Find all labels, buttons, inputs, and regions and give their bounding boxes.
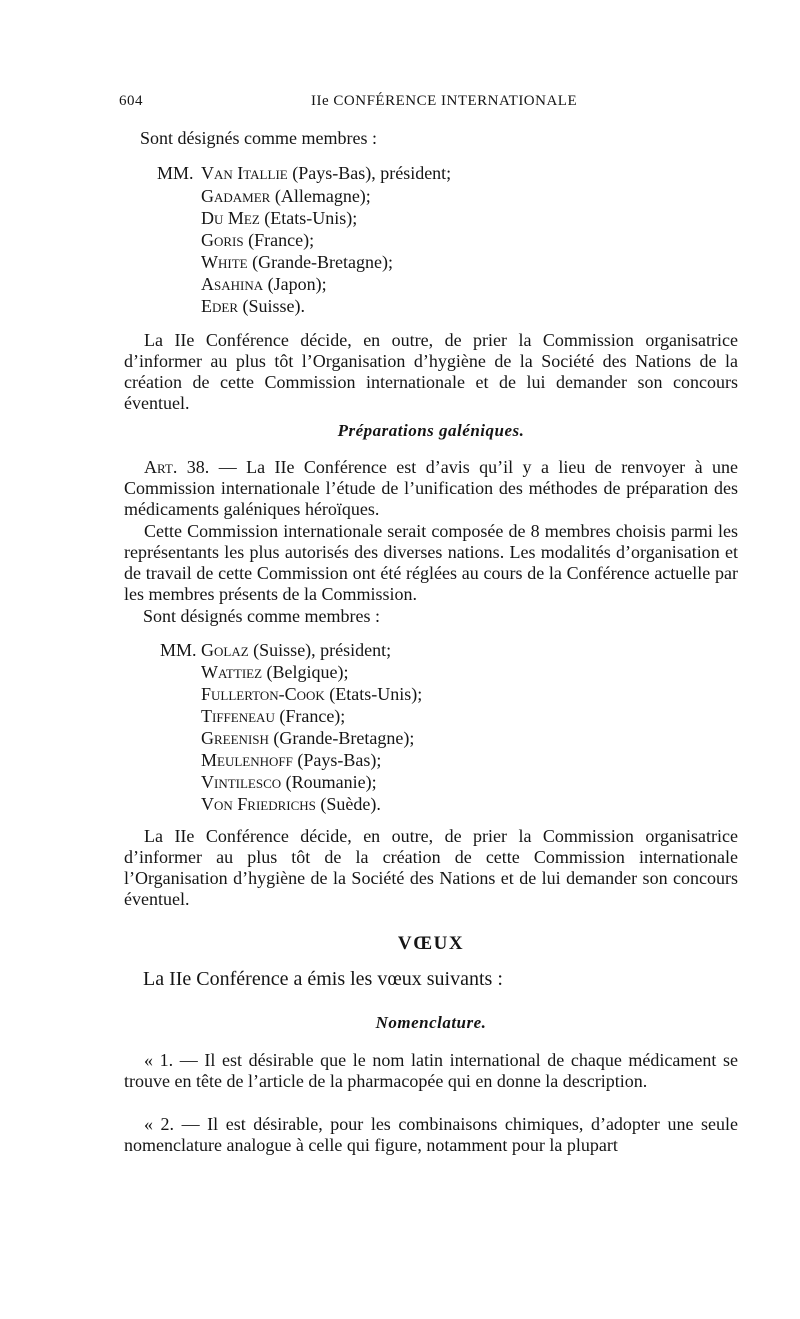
- article-text: 38. — La IIe Conférence est d’avis qu’il y a lieu de renvoyer à une Commission internationale l’étude de l’unification des méthodes de préparation des médicaments galéniques héroïques.: [124, 457, 738, 519]
- member-line: [201, 728, 414, 749]
- member-line: [201, 252, 393, 273]
- member-detail: (France);: [274, 706, 346, 726]
- members-intro: Sont désignés comme membres :: [143, 606, 380, 626]
- member-name: Von Friedrichs: [201, 794, 316, 814]
- member-name: Asahina: [201, 274, 264, 294]
- member-name: Meulenhoff: [201, 750, 293, 770]
- member-line: [201, 186, 371, 207]
- member-name: White: [201, 252, 248, 272]
- member-name: Gadamer: [201, 186, 271, 206]
- member-detail: (Suède).: [315, 794, 381, 814]
- member-name: Tiffeneau: [201, 706, 275, 726]
- paragraph: La IIe Conférence décide, en outre, de prier la Commission organisatrice d’informer au plus tôt l’Organisation d’hygiène de la Société des Nations de la création de cette Commission internationale et de lui demander son concours éventuel.: [124, 330, 738, 413]
- member-line: [201, 296, 305, 317]
- section-heading: VŒUX: [397, 933, 465, 954]
- member-name: Fullerton-Cook: [201, 684, 325, 704]
- member-line: [201, 684, 422, 705]
- member-detail: (Japon);: [263, 274, 327, 294]
- member-detail: (Allemagne);: [270, 186, 371, 206]
- member-detail: (Roumanie);: [281, 772, 377, 792]
- numbered-wish: « 2. — Il est désirable, pour les combinaisons chimiques, d’adopter une seule nomenclature analogue à celle qui figure, notamment pour la plupart: [124, 1114, 738, 1155]
- member-line: [201, 794, 381, 815]
- member-line: [201, 772, 377, 793]
- member-line: [201, 230, 314, 251]
- member-name: Greenish: [201, 728, 269, 748]
- member-detail: (France);: [243, 230, 315, 250]
- lead-sentence: La IIe Conférence a émis les vœux suivants :: [143, 968, 503, 990]
- article-label: Art.: [144, 457, 178, 477]
- member-detail: (Pays-Bas);: [292, 750, 382, 770]
- page-number: 604: [119, 93, 143, 109]
- article-paragraph: [124, 457, 738, 520]
- running-title: IIe CONFÉRENCE INTERNATIONALE: [311, 93, 578, 109]
- paragraph: La IIe Conférence décide, en outre, de prier la Commission organisatrice d’informer au plus tôt de la création de cette Commission internationale l’Organisation d’hygiène de la Société des Nations et de lui demander son concours éventuel.: [124, 826, 738, 909]
- member-name: Goris: [201, 230, 244, 250]
- member-line: [201, 706, 345, 727]
- paragraph: Cette Commission internationale serait composée de 8 membres choisis parmi les représentants les plus autorisés des diverses nations. Les modalités d’organisation et de travail de cette Commission ont été réglées au cours de la Conférence actuelle par les membres présents de la Commission.: [124, 521, 738, 604]
- section-subheading: Nomenclature.: [375, 1013, 487, 1032]
- member-line: [201, 750, 381, 771]
- mm-prefix: MM.: [160, 640, 197, 660]
- member-detail: (Grande-Bretagne);: [268, 728, 415, 748]
- member-name: Du Mez: [201, 208, 260, 228]
- member-detail: (Belgique);: [262, 662, 349, 682]
- member-name: Eder: [201, 296, 238, 316]
- member-line: [201, 163, 451, 184]
- member-line: [201, 662, 349, 683]
- member-detail: (Grande-Bretagne);: [247, 252, 394, 272]
- member-line: [201, 208, 357, 229]
- member-name: Van Itallie: [201, 163, 288, 183]
- member-detail: (Etats-Unis);: [259, 208, 358, 228]
- member-detail: (Suisse).: [238, 296, 305, 316]
- members-intro: Sont désignés comme membres :: [140, 128, 377, 148]
- member-line: [201, 274, 327, 295]
- mm-prefix: MM.: [157, 163, 194, 183]
- member-detail: (Etats-Unis);: [324, 684, 423, 704]
- member-name: Wattiez: [201, 662, 263, 682]
- member-detail: (Pays-Bas), président;: [287, 163, 452, 183]
- member-name: Golaz: [201, 640, 249, 660]
- section-heading: Préparations galéniques.: [337, 421, 525, 440]
- numbered-wish: « 1. — Il est désirable que le nom latin international de chaque médicament se trouve en tête de l’article de la pharmacopée qui en donne la description.: [124, 1050, 738, 1091]
- member-line: [201, 640, 391, 661]
- member-name: Vintilesco: [201, 772, 282, 792]
- member-detail: (Suisse), président;: [248, 640, 392, 660]
